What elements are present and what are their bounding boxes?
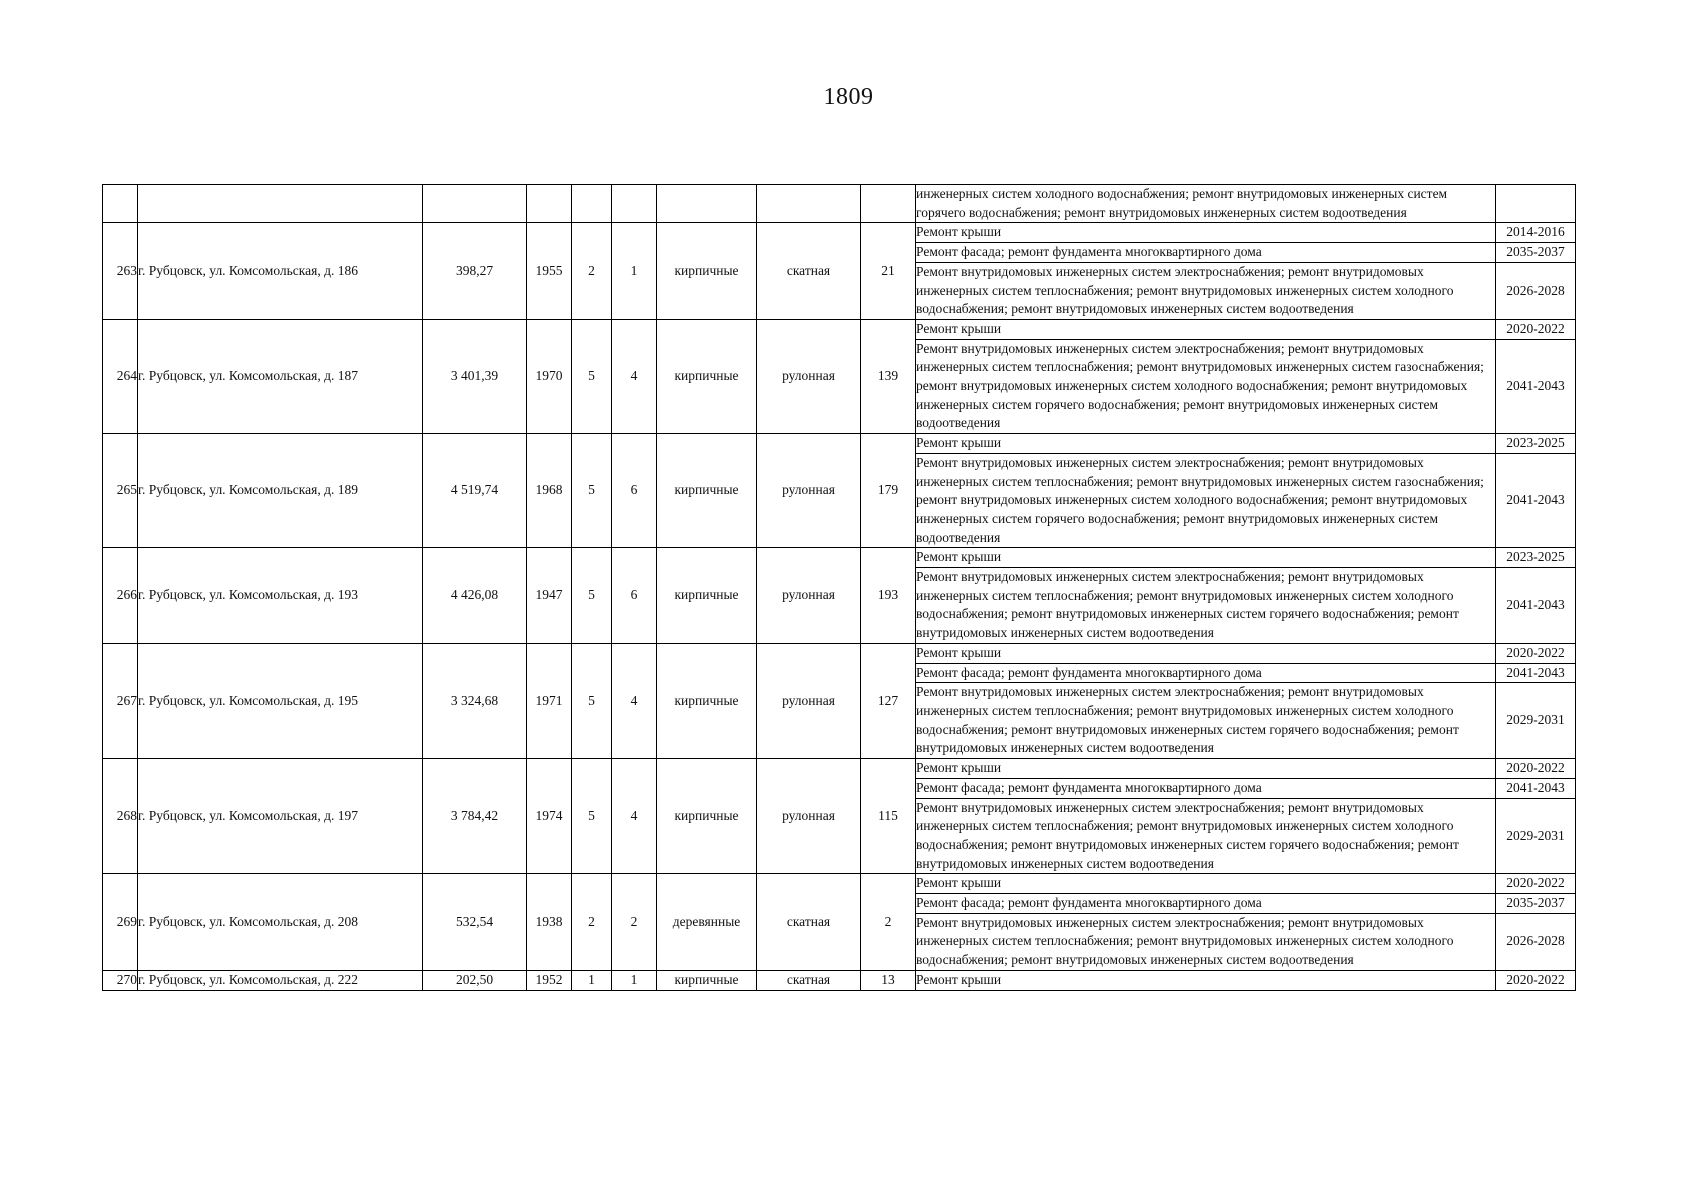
work-cell: Ремонт фасада; ремонт фундамента многоквартирного дома — [916, 778, 1496, 798]
area-cell: 3 401,39 — [423, 319, 527, 433]
roof-cell: рулонная — [757, 643, 861, 758]
period-cell: 2026-2028 — [1496, 262, 1576, 319]
empty-cell — [527, 185, 572, 223]
row-number: 267 — [103, 643, 138, 758]
table-row — [103, 434, 1576, 454]
row-number: 270 — [103, 970, 138, 990]
address-cell: г. Рубцовск, ул. Комсомольская, д. 189 — [138, 434, 423, 548]
table-row — [103, 970, 1576, 990]
period-cell: 2041-2043 — [1496, 778, 1576, 798]
work-cell: Ремонт фасада; ремонт фундамента многоквартирного дома — [916, 894, 1496, 914]
walls-cell: кирпичные — [657, 548, 757, 644]
address-cell: г. Рубцовск, ул. Комсомольская, д. 208 — [138, 874, 423, 971]
floors-cell: 5 — [572, 319, 612, 433]
work-cell: Ремонт крыши — [916, 319, 1496, 339]
work-cell: Ремонт фасада; ремонт фундамента многоквартирного дома — [916, 663, 1496, 683]
empty-cell — [138, 185, 423, 223]
address-cell: г. Рубцовск, ул. Комсомольская, д. 222 — [138, 970, 423, 990]
work-cell: Ремонт крыши — [916, 970, 1496, 990]
year-cell: 1970 — [527, 319, 572, 433]
row-number: 268 — [103, 759, 138, 874]
entrances-cell: 1 — [612, 970, 657, 990]
table-row — [103, 223, 1576, 243]
year-cell: 1974 — [527, 759, 572, 874]
walls-cell: кирпичные — [657, 319, 757, 433]
entrances-cell: 4 — [612, 319, 657, 433]
period-cell: 2035-2037 — [1496, 894, 1576, 914]
continuation-row — [103, 185, 1576, 223]
work-cell: инженерных систем холодного водоснабжения; ремонт внутридомовых инженерных систем горячего водоснабжения; ремонт внутридомовых инженерных систем водоотведения — [916, 185, 1496, 223]
walls-cell: кирпичные — [657, 643, 757, 758]
work-cell: Ремонт крыши — [916, 759, 1496, 779]
period-cell: 2023-2025 — [1496, 434, 1576, 454]
table-row — [103, 643, 1576, 663]
period-cell: 2029-2031 — [1496, 798, 1576, 874]
table-row — [103, 548, 1576, 568]
year-cell: 1938 — [527, 874, 572, 971]
year-cell: 1955 — [527, 223, 572, 320]
roof-cell: рулонная — [757, 319, 861, 433]
floors-cell: 5 — [572, 548, 612, 644]
area-cell: 3 784,42 — [423, 759, 527, 874]
row-number: 265 — [103, 434, 138, 548]
area-cell: 4 426,08 — [423, 548, 527, 644]
work-cell: Ремонт крыши — [916, 434, 1496, 454]
period-cell: 2020-2022 — [1496, 643, 1576, 663]
period-cell: 2041-2043 — [1496, 568, 1576, 644]
row-number: 264 — [103, 319, 138, 433]
empty-cell — [657, 185, 757, 223]
address-cell: г. Рубцовск, ул. Комсомольская, д. 187 — [138, 319, 423, 433]
period-cell: 2023-2025 — [1496, 548, 1576, 568]
residents-cell: 127 — [861, 643, 916, 758]
roof-cell: рулонная — [757, 434, 861, 548]
address-cell: г. Рубцовск, ул. Комсомольская, д. 197 — [138, 759, 423, 874]
period-cell: 2035-2037 — [1496, 243, 1576, 263]
period-cell: 2029-2031 — [1496, 683, 1576, 759]
period-cell: 2020-2022 — [1496, 970, 1576, 990]
walls-cell: кирпичные — [657, 759, 757, 874]
year-cell: 1947 — [527, 548, 572, 644]
work-cell: Ремонт внутридомовых инженерных систем электроснабжения; ремонт внутридомовых инженерных систем теплоснабжения; ремонт внутридомовых инженерных систем холодного водоснабжения; ремонт внутридомовых инженерных систем горячего водоснабжения; ремонт внутридомовых инженерных систем водоотведения — [916, 568, 1496, 644]
walls-cell: деревянные — [657, 874, 757, 971]
period-cell: 2041-2043 — [1496, 663, 1576, 683]
work-cell: Ремонт внутридомовых инженерных систем электроснабжения; ремонт внутридомовых инженерных систем теплоснабжения; ремонт внутридомовых инженерных систем холодного водоснабжения; ремонт внутридомовых инженерных систем водоотведения — [916, 262, 1496, 319]
area-cell: 3 324,68 — [423, 643, 527, 758]
residents-cell: 139 — [861, 319, 916, 433]
work-cell: Ремонт внутридомовых инженерных систем электроснабжения; ремонт внутридомовых инженерных систем теплоснабжения; ремонт внутридомовых инженерных систем холодного водоснабжения; ремонт внутридомовых инженерных систем горячего водоснабжения; ремонт внутридомовых инженерных систем водоотведения — [916, 683, 1496, 759]
entrances-cell: 6 — [612, 548, 657, 644]
work-cell: Ремонт крыши — [916, 874, 1496, 894]
area-cell: 398,27 — [423, 223, 527, 320]
empty-cell — [572, 185, 612, 223]
roof-cell: скатная — [757, 970, 861, 990]
floors-cell: 2 — [572, 874, 612, 971]
address-cell: г. Рубцовск, ул. Комсомольская, д. 186 — [138, 223, 423, 320]
period-cell: 2041-2043 — [1496, 453, 1576, 548]
residents-cell: 115 — [861, 759, 916, 874]
entrances-cell: 4 — [612, 759, 657, 874]
residents-cell: 179 — [861, 434, 916, 548]
area-cell: 532,54 — [423, 874, 527, 971]
entrances-cell: 6 — [612, 434, 657, 548]
walls-cell: кирпичные — [657, 970, 757, 990]
period-cell: 2020-2022 — [1496, 319, 1576, 339]
roof-cell: рулонная — [757, 548, 861, 644]
work-cell: Ремонт крыши — [916, 223, 1496, 243]
year-cell: 1968 — [527, 434, 572, 548]
address-cell: г. Рубцовск, ул. Комсомольская, д. 195 — [138, 643, 423, 758]
area-cell: 202,50 — [423, 970, 527, 990]
residents-cell: 21 — [861, 223, 916, 320]
row-number: 266 — [103, 548, 138, 644]
work-cell: Ремонт крыши — [916, 548, 1496, 568]
work-cell: Ремонт внутридомовых инженерных систем электроснабжения; ремонт внутридомовых инженерных систем теплоснабжения; ремонт внутридомовых инженерных систем газоснабжения; ремонт внутридомовых инженерных систем холодного водоснабжения; ремонт внутридомовых инженерных систем горячего водоснабжения; ремонт внутридомовых инженерных систем водоотведения — [916, 453, 1496, 548]
residents-cell: 193 — [861, 548, 916, 644]
floors-cell: 5 — [572, 434, 612, 548]
empty-cell — [757, 185, 861, 223]
work-cell: Ремонт внутридомовых инженерных систем электроснабжения; ремонт внутридомовых инженерных систем теплоснабжения; ремонт внутридомовых инженерных систем холодного водоснабжения; ремонт внутридомовых инженерных систем водоотведения — [916, 913, 1496, 970]
table-row — [103, 759, 1576, 779]
roof-cell: рулонная — [757, 759, 861, 874]
walls-cell: кирпичные — [657, 434, 757, 548]
period-cell: 2020-2022 — [1496, 759, 1576, 779]
period-cell — [1496, 185, 1576, 223]
work-cell: Ремонт внутридомовых инженерных систем электроснабжения; ремонт внутридомовых инженерных систем теплоснабжения; ремонт внутридомовых инженерных систем газоснабжения; ремонт внутридомовых инженерных систем холодного водоснабжения; ремонт внутридомовых инженерных систем горячего водоснабжения; ремонт внутридомовых инженерных систем водоотведения — [916, 339, 1496, 434]
empty-cell — [612, 185, 657, 223]
residents-cell: 13 — [861, 970, 916, 990]
table-row — [103, 874, 1576, 894]
empty-cell — [861, 185, 916, 223]
entrances-cell: 4 — [612, 643, 657, 758]
work-cell: Ремонт фасада; ремонт фундамента многоквартирного дома — [916, 243, 1496, 263]
repair-schedule-table — [102, 184, 1576, 991]
empty-cell — [103, 185, 138, 223]
row-number: 263 — [103, 223, 138, 320]
roof-cell: скатная — [757, 223, 861, 320]
row-number: 269 — [103, 874, 138, 971]
period-cell: 2014-2016 — [1496, 223, 1576, 243]
residents-cell: 2 — [861, 874, 916, 971]
floors-cell: 2 — [572, 223, 612, 320]
floors-cell: 1 — [572, 970, 612, 990]
period-cell: 2041-2043 — [1496, 339, 1576, 434]
area-cell: 4 519,74 — [423, 434, 527, 548]
floors-cell: 5 — [572, 643, 612, 758]
empty-cell — [423, 185, 527, 223]
entrances-cell: 2 — [612, 874, 657, 971]
table-body — [103, 185, 1576, 991]
address-cell: г. Рубцовск, ул. Комсомольская, д. 193 — [138, 548, 423, 644]
walls-cell: кирпичные — [657, 223, 757, 320]
page-number: 1809 — [823, 84, 874, 110]
period-cell: 2026-2028 — [1496, 913, 1576, 970]
work-cell: Ремонт крыши — [916, 643, 1496, 663]
year-cell: 1971 — [527, 643, 572, 758]
entrances-cell: 1 — [612, 223, 657, 320]
floors-cell: 5 — [572, 759, 612, 874]
year-cell: 1952 — [527, 970, 572, 990]
work-cell: Ремонт внутридомовых инженерных систем электроснабжения; ремонт внутридомовых инженерных систем теплоснабжения; ремонт внутридомовых инженерных систем холодного водоснабжения; ремонт внутридомовых инженерных систем горячего водоснабжения; ремонт внутридомовых инженерных систем водоотведения — [916, 798, 1496, 874]
table-row — [103, 319, 1576, 339]
period-cell: 2020-2022 — [1496, 874, 1576, 894]
roof-cell: скатная — [757, 874, 861, 971]
